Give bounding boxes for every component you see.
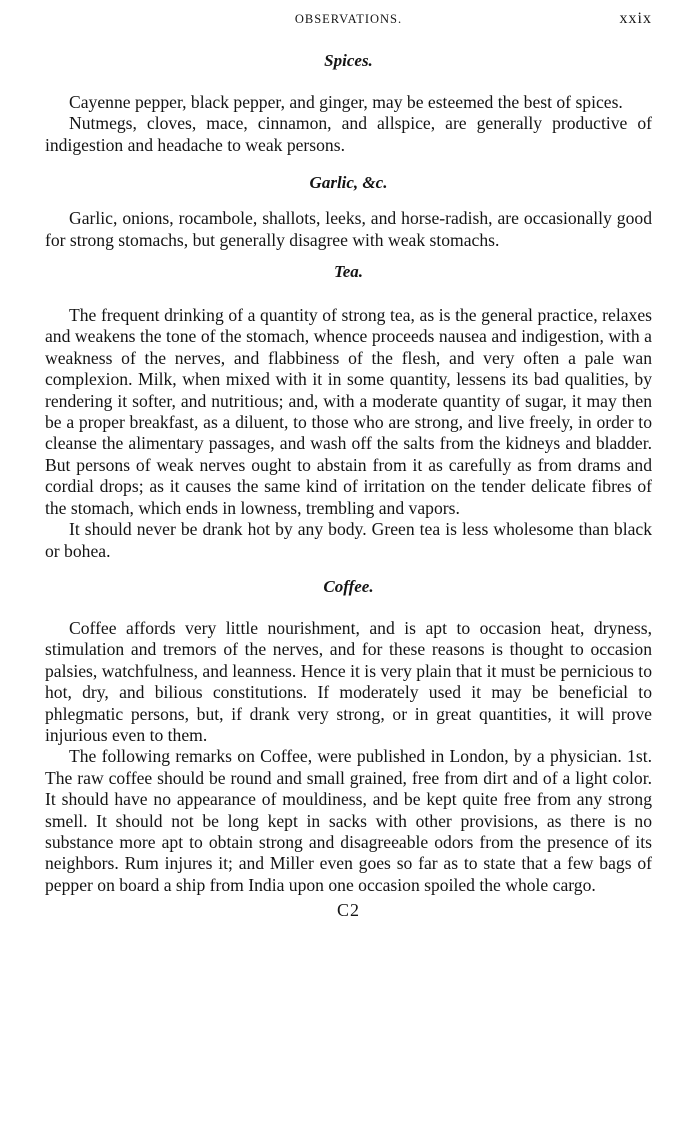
- section-garlic: [45, 172, 652, 251]
- paragraph-spices-1: Cayenne pepper, black pepper, and ginger, may be esteemed the best of spices.: [69, 92, 623, 112]
- section-spices: [45, 50, 652, 156]
- section-heading-spices: Spices.: [324, 51, 373, 70]
- paragraph-tea-1: The frequent drinking of a quantity of strong tea, as is the general practice, relaxes and weakens the tone of the stomach, whence proceeds nausea and indigestion, with a weakness of the nerves, and flabbiness of the flesh, and very often a pale wan complexion. Milk, when mixed with it in some quantity, lessens its bad qualities, by rendering it softer, and nutritious; and, with a moderate quantity of sugar, it may then be a proper breakfast, as a diluent, to those who are strong, and live freely, in order to cleanse the alimentary passages, and wash off the salts from the kidneys and bladder. But persons of weak nerves ought to abstain from it as carefully as from drams and cordial drops; as it causes the same kind of irritation on the tender delicate fibres of the stomach, which ends in lowness, trembling and vapors.: [45, 305, 652, 518]
- section-coffee: [45, 576, 652, 896]
- page-number: xxix: [619, 10, 652, 27]
- paragraph-garlic-1: Garlic, onions, rocambole, shallots, leeks, and horse-radish, are occasionally good for strong stomachs, but generally disagree with weak stomachs.: [45, 208, 652, 250]
- book-page: [45, 8, 652, 921]
- section-tea: [45, 261, 652, 562]
- running-head-title: OBSERVATIONS.: [294, 12, 403, 26]
- paragraph-tea-2: It should never be drank hot by any body. Green tea is less wholesome than black or bohea.: [45, 519, 652, 561]
- paragraph-coffee-1: Coffee affords very little nourishment, and is apt to occasion heat, dryness, stimulation and tremors of the nerves, and for these reasons is thought to occasion palsies, watchfulness, and leanness. Hence it is very plain that it must be pernicious to hot, dry, and bilious constitutions. If moderately used it may be beneficial to phlegmatic persons, but, if drank very strong, or in great quantities, it will prove injurious even to them.: [45, 617, 652, 745]
- running-head: [45, 8, 652, 32]
- section-heading-coffee: Coffee.: [323, 576, 374, 596]
- section-heading-garlic: Garlic, &c.: [309, 173, 388, 193]
- signature-mark: C2: [336, 900, 360, 921]
- paragraph-spices-2: Nutmegs, cloves, mace, cinnamon, and allspice, are generally productive of indigestion and headache to weak persons.: [45, 113, 652, 155]
- paragraph-coffee-2: The following remarks on Coffee, were published in London, by a physician. 1st. The raw coffee should be round and small grained, free from dirt and of a light color. It should have no appearance of mouldiness, and be kept quite free from any strong smell. It should not be long kept in sacks with other provisions, as there is no substance more apt to obtain strong and disagreeable odors from the presence of its neighbors. Rum injures it; and Miller even goes so far as to state that a few bags of pepper on board a ship from India upon one occasion spoiled the whole cargo.: [45, 746, 652, 895]
- section-heading-tea: Tea.: [333, 262, 364, 282]
